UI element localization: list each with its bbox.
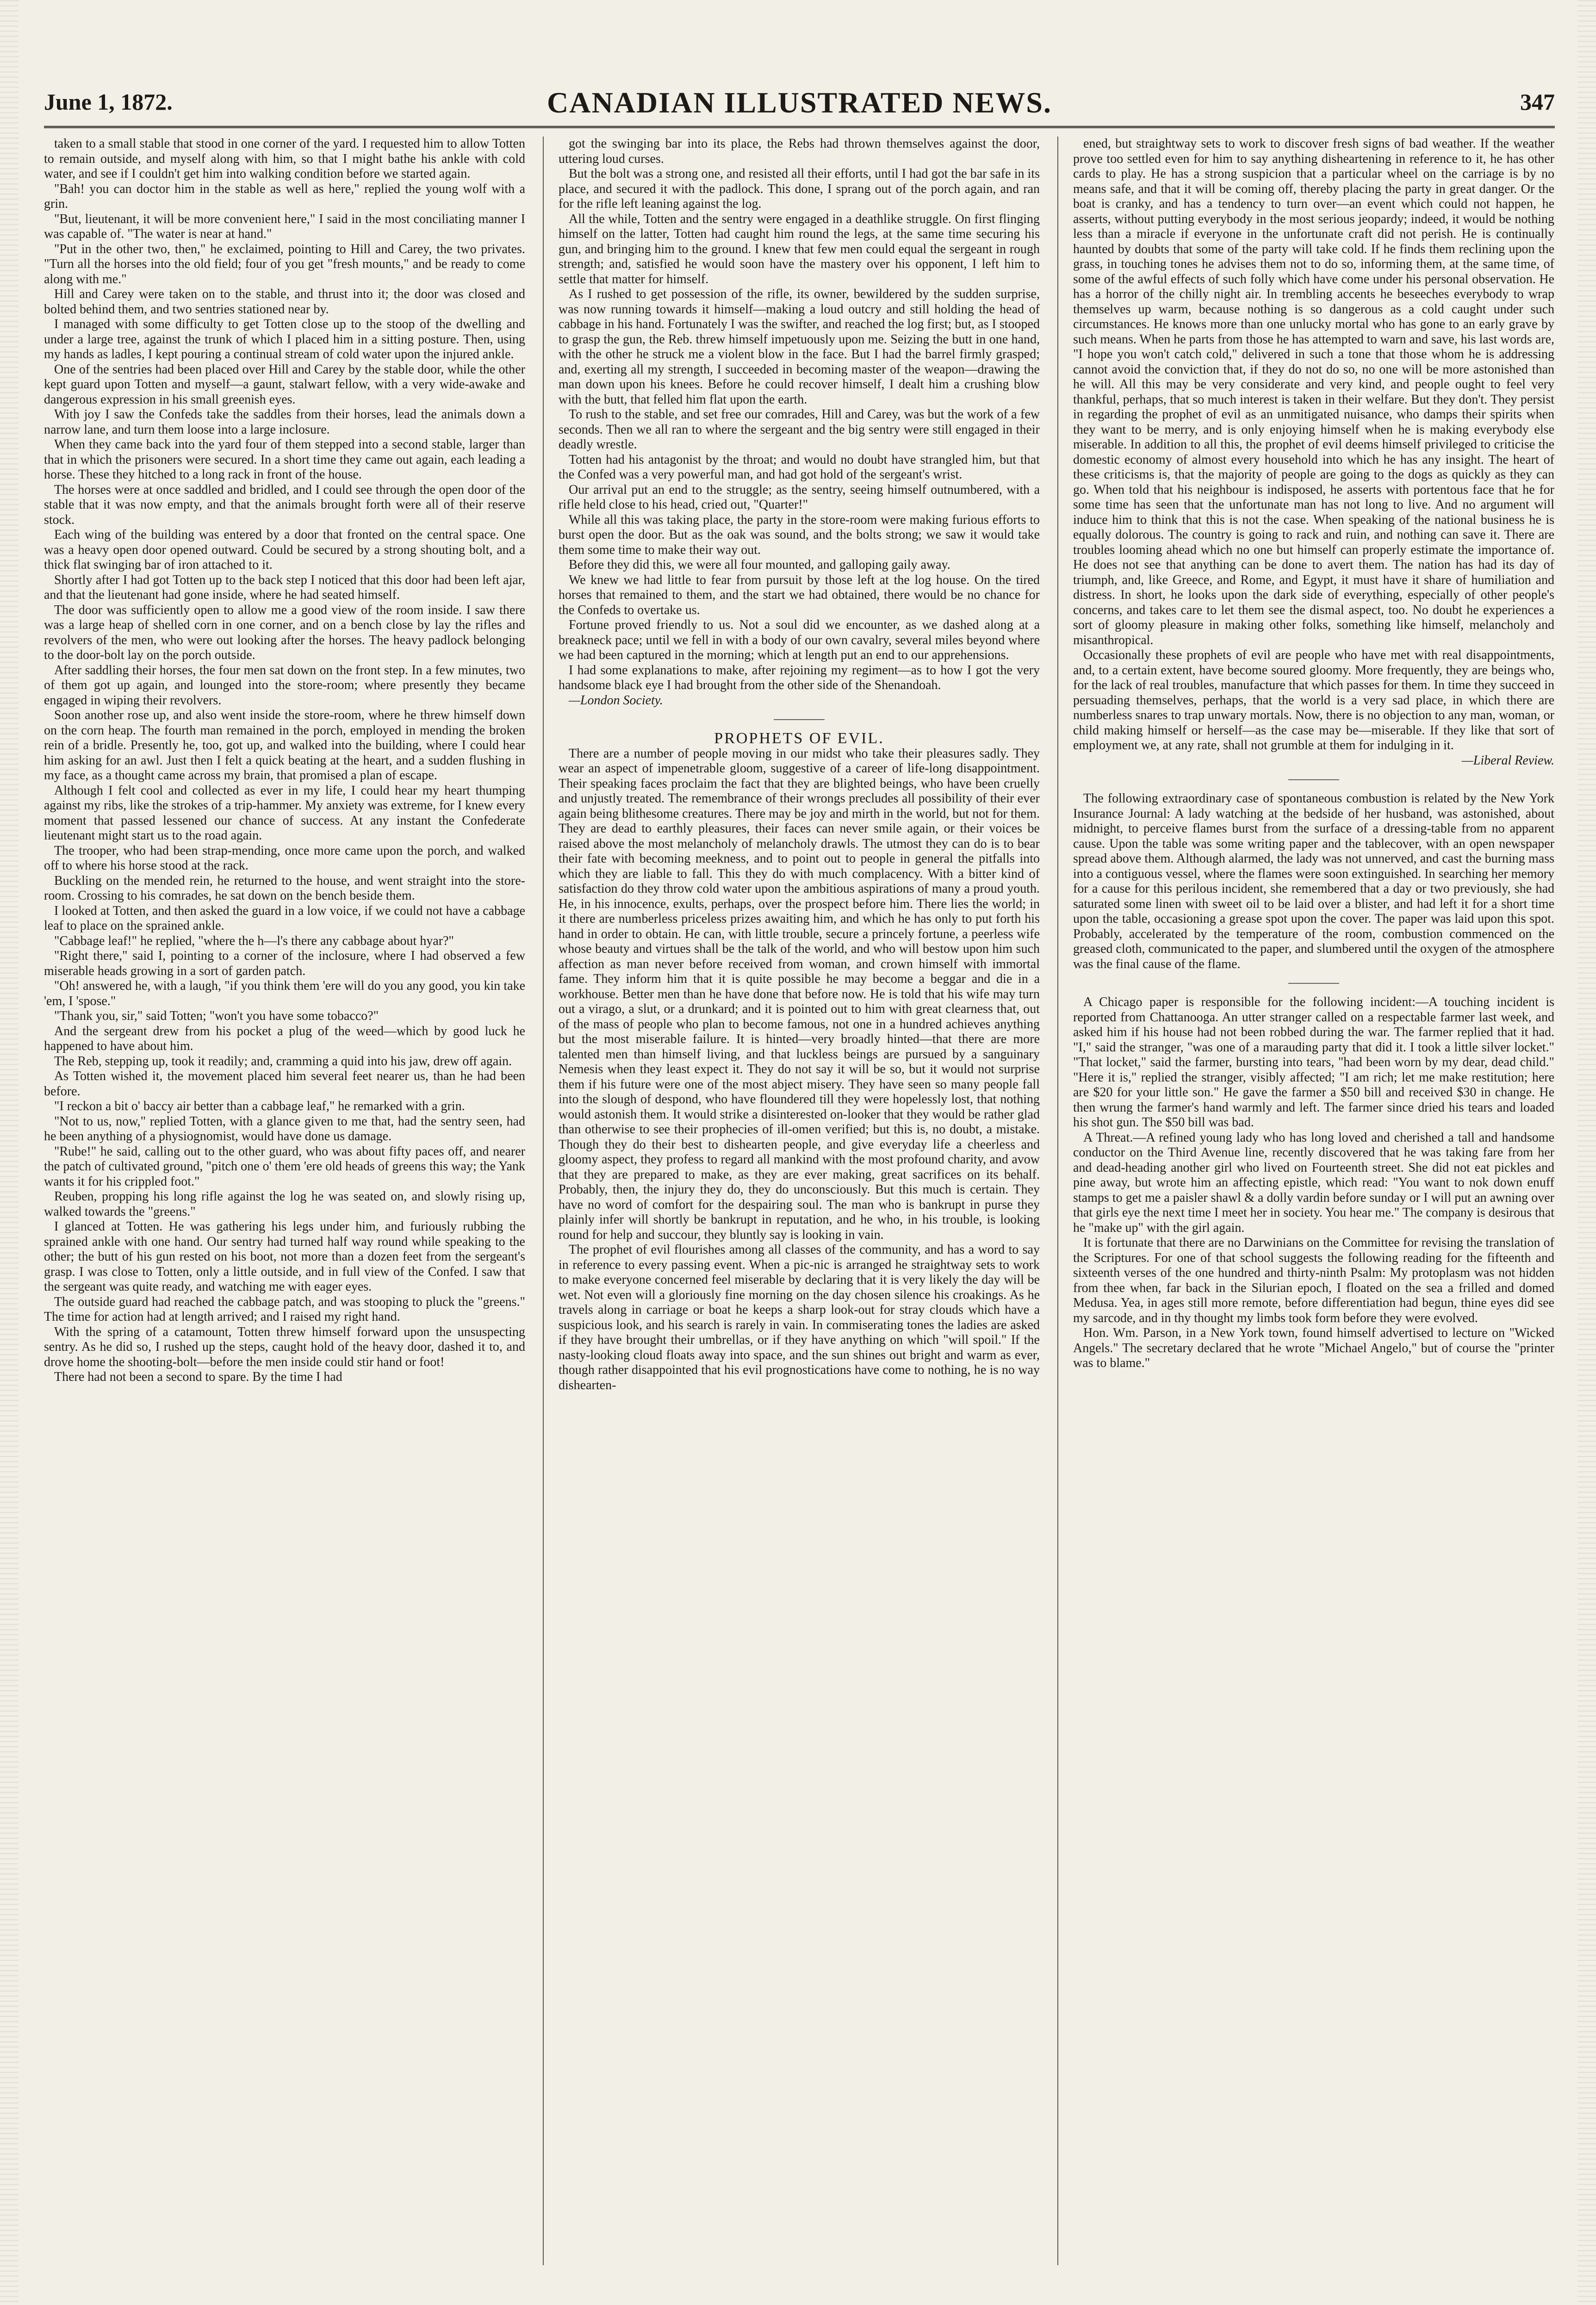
paragraph: got the swinging bar into its place, the Rebs had thrown themselves against the door, uttering loud curses. <box>559 137 1040 166</box>
paragraph: It is fortunate that there are no Darwinians on the Committee for revising the translation of the Scriptures. For one of that school suggests the following reading for the fifteenth and sixteenth verses of the one hundred and thirty-ninth Psalm: My protoplasm was not hidden from thee when, far back in the Silurian epoch, I floated on the sea a frilled and domed Medusa. Yea, in ages still more remote, before differentiation had begun, thine eyes did see my sarcode, and in thy thought my limbs took form before they were evolved. <box>1073 1236 1554 1325</box>
paragraph: Hill and Carey were taken on to the stable, and thrust into it; the door was closed and bolted behind them, and two sentries stationed near by. <box>44 287 525 317</box>
paragraph: The trooper, who had been strap-mending, once more came upon the porch, and walked off to where his horse stood at the rack. <box>44 843 525 873</box>
paragraph: "Put in the other two, then," he exclaimed, pointing to Hill and Carey, the two privates. "Turn all the horses into the old field; four of you get "fresh mounts," and be ready to come along with me." <box>44 242 525 286</box>
paragraph: But the bolt was a strong one, and resisted all their efforts, until I had got the bar safe in its place, and secured it with the padlock. This done, I sprang out of the porch again, and ran for the rifle left leaning against the log. <box>559 167 1040 211</box>
paragraph: When they came back into the yard four of them stepped into a second stable, larger than that in which the prisoners were secured. In a short time they came out again, each leading a horse. These they hitched to a long rack in front of the house. <box>44 437 525 482</box>
paragraph: While all this was taking place, the party in the store-room were making furious efforts to burst open the door. But as the oak was sound, and the bolts strong; we saw it would take them some time to make their way out. <box>559 512 1040 557</box>
paragraph: Soon another rose up, and also went inside the store-room, where he threw himself down on the corn heap. The fourth man remained in the porch, employed in mending the broken rein of a bridle. Presently he, too, got up, and walked into the building, where I could hear him asking for an awl. Just then I felt a quick beating at the heart, and a sudden flushing in my face, as a thought came across my brain, that promised a plan of escape. <box>44 708 525 783</box>
paragraph: We knew we had little to fear from pursuit by those left at the log house. On the tired horses that remained to them, and the start we had obtained, there would be no chance for the Confeds to overtake us. <box>559 572 1040 617</box>
paragraph: Each wing of the building was entered by a door that fronted on the central space. One was a heavy open door opened outward. Could be secured by a strong shouting bolt, and a thick flat swinging bar of iron attached to it. <box>44 528 525 572</box>
column-divider <box>1057 137 1058 2265</box>
paragraph: The door was sufficiently open to allow me a good view of the room inside. I saw there was a large heap of shelled corn in one corner, and on a bench close by lay the rifles and revolvers of the men, who were out looking after the horses. The heavy padlock belonging to the door-bolt lay on the porch outside. <box>44 603 525 662</box>
paragraph: I glanced at Totten. He was gathering his legs under him, and furiously rubbing the sprained ankle with one hand. Our sentry had turned half way round while speaking to the other; the butt of his gun rested on his boot, not more than a dozen feet from the sergeant's grasp. I was close to Totten, only a little outside, and in full view of the Confed. I saw that the sergeant was quite ready, and watching me with eager eyes. <box>44 1219 525 1294</box>
paragraph: "I reckon a bit o' baccy air better than a cabbage leaf," he remarked with a grin. <box>54 1099 465 1113</box>
paragraph: After saddling their horses, the four men sat down on the front step. In a few minutes, two of them got up again, and lounged into the store-room; where presently they became engaged in wiping their revolvers. <box>44 663 525 708</box>
article-source: —Liberal Review. <box>1461 753 1554 768</box>
paragraph: And the sergeant drew from his pocket a plug of the weed—which by good luck he happened to have about him. <box>44 1024 525 1053</box>
paragraph: "Thank you, sir," said Totten; "won't you have some tobacco?" <box>54 1009 379 1023</box>
paragraph: The following extraordinary case of spontaneous combustion is related by the New York Insurance Journal: A lady watching at the bedside of her husband, was astonished, about midnight, to perceive flames burst from the surface of a dressing-table from no apparent cause. Upon the table was some writing paper and the tablecover, with an open newspaper spread above them. Although alarmed, the lady was not unnerved, and cast the burning mass into a contiguous vessel, where the flames were soon extinguished. In searching her memory for a cause for this perilous incident, she remembered that a day or two previously, she had saturated some linen with sweet oil to be laid over a blister, and had left it for a short time upon the table, occasioning a grease spot upon the cover. The paper was laid upon this spot. Probably, accelerated by the temperature of the room, combustion commenced on the greased cloth, communicated to the paper, and slumbered until the oxygen of the atmosphere was the final cause of the flame. <box>1073 791 1554 971</box>
paragraph: There are a number of people moving in our midst who take their pleasures sadly. They wear an aspect of impenetrable gloom, suggestive of a career of life-long disappointment. Their speaking faces proclaim the fact that they are blighted beings, who have been cruelly and unjustly treated. The remembrance of their wrongs precludes all possibility of their ever again being blithesome creatures. There may be joy and mirth in the world, but not for them. They are dead to earthly pleasures, their faces can never smile again, or their voices be raised above the most melancholy of melancholy drawls. The utmost they can do is to bear their fate with becoming meekness, and to point out to people in general the pitfalls into which they are liable to fall. This they do with much complacency. With a bitter kind of satisfaction do they throw cold water upon the ambitious aspirations of many a proud youth. He, in his innocence, exults, perhaps, over the prospect before him. There lies the world; in it there are numberless priceless prizes awaiting him, and which he has only to put forth his hand in order to obtain. He can, with little trouble, secure a princely fortune, a peerless wife whose beauty and virtues shall be the talk of the world, and who will bestow upon him such affection as man never before received from woman, and crown himself with immortal fame. They inform him that it is quite possible he may become a beggar and die in a workhouse. Better men than he have done that before now. He is told that his wife may turn out a virago, a slut, or a drunkard; and it is pointed out to him with great clearness that, out of the mass of people who plan to become famous, not one in a hundred achieves anything but the most miserable failure. It is hinted—very broadly hinted—that there are more talented men than himself living, and that luckless beings are pursued by a sanguinary Nemesis when they least expect it. They do not say it will be so, but it would not surprise them if his future were one of the most abject misery. They have seen so many people fall into the slough of despond, who have floundered till they were hopelessly lost, that nothing would astonish them. It would strike a disinterested on-looker that they would be rather glad than otherwise to see their prophecies of ill-omen verified; but this is, no doubt, a mistake. Though they do their best to dishearten people, and give everyday life a cheerless and gloomy aspect, they profess to regard all mankind with the most profound charity, and avow that they are prepared to make, as they are ever making, great sacrifices on its behalf. Probably, then, the injury they do, they do unconsciously. But this much is certain. They have no word of comfort for the despairing soul. The man who is bankrupt in purse they plainly infer will shortly be bankrupt in reputation, and he who, in his trouble, is looking round for help and succour, they bluntly say is looking in vain. <box>559 746 1040 1242</box>
paper-edge-right <box>1577 0 1596 2305</box>
paragraph: I had some explanations to make, after rejoining my regiment—as to how I got the very handsome black eye I had brought from the other side of the Shenandoah. <box>559 663 1040 692</box>
page-number: 347 <box>1520 89 1555 115</box>
paragraph: As Totten wished it, the movement placed him several feet nearer us, than he had been before. <box>44 1069 525 1099</box>
paragraph: "Not to us, now," replied Totten, with a glance given to me that, had the sentry seen, had he been anything of a physiognomist, would have done us damage. <box>44 1114 525 1143</box>
column-3 <box>1073 137 1554 2284</box>
paragraph: "Bah! you can doctor him in the stable as well as here," replied the young wolf with a grin. <box>44 181 525 211</box>
paragraph: With joy I saw the Confeds take the saddles from their horses, lead the animals down a narrow lane, and turn them loose into a large inclosure. <box>44 407 525 437</box>
story-source: —London Society. <box>569 693 663 708</box>
paragraph: Totten had his antagonist by the throat; and would no doubt have strangled him, but that the Confed was a very powerful man, and had got hold of the sergeant's wrist. <box>559 452 1040 482</box>
column-2 <box>559 137 1040 2284</box>
paragraph: Buckling on the mended rein, he returned to the house, and went straight into the store-room. Crossing to his comrades, he sat down on the bench beside them. <box>44 873 525 903</box>
paragraph: taken to a small stable that stood in one corner of the yard. I requested him to allow Totten to remain outside, and myself along with him, so that I might bathe his ankle with cold water, and see if I couldn't get him into walking condition before we started again. <box>44 137 525 181</box>
paragraph: Shortly after I had got Totten up to the back step I noticed that this door had been left ajar, and that the lieutenant had gone inside, where he had seated himself. <box>44 572 525 602</box>
paragraph: Fortune proved friendly to us. Not a soul did we encounter, as we dashed along at a breakneck pace; until we fell in with a body of our own cavalry, several miles beyond where we had been captured in the morning; which at length put an end to our apprehensions. <box>559 618 1040 662</box>
article-separator <box>1288 983 1339 984</box>
paragraph: As I rushed to get possession of the rifle, its owner, bewildered by the sudden surprise, was now running towards it himself—making a loud outcry and still holding the head of cabbage in his hand. Fortunately I was the swifter, and reached the log first; but, as I stooped to grasp the gun, the Reb. threw himself impetuously upon me. Seizing the butt in one hand, with the other he struck me a violent blow in the face. But I had the barrel firmly grasped; and, exerting all my strength, I succeeded in becoming master of the weapon—drawing the man down upon his knees. Before he could recover himself, I dealt him a crushing blow with the butt, that felled him flat upon the earth. <box>559 287 1040 407</box>
paragraph: The Reb, stepping up, took it readily; and, cramming a quid into his jaw, drew off again. <box>54 1054 512 1069</box>
paragraph: Although I felt cool and collected as ever in my life, I could hear my heart thumping against my ribs, like the strokes of a trip-hammer. My anxiety was extreme, for I knew every moment that passed lessened our chance of success. At any instant the Confederate lieutenant might start us to the road again. <box>44 783 525 843</box>
paragraph: "Right there," said I, pointing to a corner of the inclosure, where I had observed a few miserable heads growing in a sort of garden patch. <box>44 949 525 978</box>
paragraph: The horses were at once saddled and bridled, and I could see through the open door of the stable that it was now empty, and that the animals brought forth were all of their reserve stock. <box>44 482 525 527</box>
column-1 <box>44 137 525 2284</box>
article-separator <box>1288 779 1339 780</box>
paragraph: A Threat.—A refined young lady who has long loved and cherished a tall and handsome conductor on the Third Avenue line, recently discovered that he was taking fare from her and dead-heading another girl who lived on Fourteenth street. She did not eat pickles and pine away, but wrote him an affecting epistle, which read: "You want to nok down enuff stamps to get me a paisler shawl & a dolly vardin before sunday or I will put an awning over that girls eye the next time I meet her in society. You hear me." The company is desirous that he "make up" with the girl again. <box>1073 1130 1554 1235</box>
paragraph: Before they did this, we were all four mounted, and galloping gaily away. <box>569 558 950 572</box>
newspaper-title: CANADIAN ILLUSTRATED NEWS. <box>547 86 1052 119</box>
paragraph: "Cabbage leaf!" he replied, "where the h—l's there any cabbage about hyar?" <box>54 933 454 948</box>
issue-date: June 1, 1872. <box>44 89 173 115</box>
paragraph: One of the sentries had been placed over Hill and Carey by the stable door, while the other kept guard upon Totten and myself—a gaunt, stalwart fellow, with a very wide-awake and dangerous expression in his small greenish eyes. <box>44 362 525 407</box>
paragraph: A Chicago paper is responsible for the following incident:—A touching incident is reported from Chattanooga. An utter stranger called on a respectable farmer last week, and asked him if his house had not been robbed during the war. The farmer replied that it had. "I," said the stranger, "was one of a marauding party that did it. I took a little silver locket." "That locket," said the farmer, bursting into tears, "had been worn by my dear, dead child." "Here it is," replied the stranger, visibly affected; "I am rich; let me make restitution; here are $20 for your little son." He gave the farmer a $50 bill and received $30 in change. He then wrung the farmer's hand warmly and left. The farmer since dried his tears and loaded his shot gun. The $50 bill was bad. <box>1073 995 1554 1130</box>
paragraph: All the while, Totten and the sentry were engaged in a deathlike struggle. On first flinging himself on the latter, Totten had caught him round the legs, at the same time securing his gun, and bringing him to the ground. I knew that few men could equal the sergeant in rough strength; and, satisfied he would soon have the mastery over his opponent, I left him to settle that matter for himself. <box>559 211 1040 286</box>
column-divider <box>543 137 544 2265</box>
paragraph: With the spring of a catamount, Totten threw himself forward upon the unsuspecting sentry. As he did so, I rushed up the steps, caught hold of the heavy door, dashed it to, and drove home the shooting-bolt—before the men inside could stir hand or foot! <box>44 1324 525 1369</box>
article-title: PROPHETS OF EVIL. <box>714 730 884 747</box>
paragraph: ened, but straightway sets to work to discover fresh signs of bad weather. If the weather prove too settled even for him to say anything disheartening in reference to it, he has other cards to play. He has a strong suspicion that a particular wheel on the carriage is by no means safe, and that it will be coming off, thereby placing the party in great danger. Or the boat is cranky, and has a tendency to turn over—an event which could not happen, he asserts, without putting everybody in the most serious jeopardy; indeed, it would be nothing less than a miracle if everyone in the unfortunate craft did not perish. He is continually haunted by doubts that some of the party will take cold. If he finds them reclining upon the grass, in touching tones he advises them not to do so, informing them, at the same time, of some of the awful effects of such folly which have come under his personal observation. He has a horror of the chilly night air. In trembling accents he beseeches everybody to wrap themselves up warm, because nothing is so dangerous as a cold caught under such circumstances. He knows more than one unlucky mortal who has gone to an early grave by such means. When he parts from those he has attempted to warn and save, his last words are, "I hope you won't catch cold," delivered in such a tone that those whom he is addressing cannot avoid the conviction that, if they do not do so, no one will be more astonished than he will. All this may be very considerate and very kind, and people ought to feel very thankful, perhaps, that so much interest is taken in their welfare. But they don't. They persist in regarding the prophet of evil as an unmitigated nuisance, who damps their spirits when they want to be merry, and is only enjoying himself when he is making everybody else miserable. In addition to all this, the prophet of evil deems himself privileged to criticise the domestic economy of almost every household into which he has any insight. The heart of these criticisms is, that the majority of people are going to the dogs as quickly as they can go. When told that his neighbour is indisposed, he asserts with portentous face that he for some time has seen that the unfortunate man has not long to live. And no argument will induce him to think that this is not the case. When speaking of the national business he is equally dolorous. The country is going to rack and ruin, and nothing can save it. There are troubles looming ahead which no one but himself can properly estimate the importance of. He does not see that anything can be done to avert them. The nation has had its day of triumph, and, like Greece, and Rome, and Egypt, it must have it share of humiliation and distress. In short, he looks upon the dark side of everything, especially of other people's concerns, and takes care to let them see the dismal aspect, too. No doubt he experiences a sort of gloomy pleasure in making other folks, something like himself, melancholy and misanthropical. <box>1073 137 1554 647</box>
paragraph: I managed with some difficulty to get Totten close up to the stoop of the dwelling and under a large tree, against the trunk of which I placed him in a sitting posture. Then, using my hands as ladles, I kept pouring a continual stream of cold water upon the injured ankle. <box>44 317 525 361</box>
masthead-rule <box>44 126 1555 128</box>
paragraph: There had not been a second to spare. By the time I had <box>54 1370 342 1384</box>
paragraph: The outside guard had reached the cabbage patch, and was stooping to pluck the "greens." The time for action had at length arrived; and I raised my right hand. <box>44 1294 525 1324</box>
paragraph: Occasionally these prophets of evil are people who have met with real disappointments, and, to a certain extent, have become soured gloomy. More frequently, they are beings who, for the lack of real troubles, manufacture that which passes for them. In time they succeed in persuading themselves, perhaps, that the world is a very sad place, in which there are numberless snares to trap unwary mortals. Now, there is no objection to any man, woman, or child making himself or herself—as the case may be—miserable. If they like that sort of employment we, at any rate, shall not grumble at them for indulging in it. <box>1073 648 1554 752</box>
paragraph: Reuben, propping his long rifle against the log he was seated on, and slowly rising up, walked towards the "greens." <box>44 1189 525 1219</box>
paragraph: "Rube!" he said, calling out to the other guard, who was about fifty paces off, and nearer the patch of cultivated ground, "pitch one o' them 'ere old heads of greens this way; the Yank wants it for his crippled foot." <box>44 1144 525 1189</box>
paper-edge-left <box>0 0 19 2305</box>
paragraph: Hon. Wm. Parson, in a New York town, found himself advertised to lecture on "Wicked Angels." The secretary declared that he wrote "Michael Angelo," but of course the "printer was to blame." <box>1073 1326 1554 1370</box>
paragraph: The prophet of evil flourishes among all classes of the community, and has a word to say in reference to every passing event. When a pic-nic is arranged he straightway sets to work to make everyone concerned feel miserable by declaring that it is very likely the day will be wet. Not even will a gloriously fine morning on the day chosen silence his croakings. As he travels along in carriage or boat he keeps a sharp look-out for stray clouds which have a suspicious look, and his search is rarely in vain. In commiserating tones the ladies are asked if they have brought their umbrellas, or if they have anything on which "will spoil." If the nasty-looking cloud floats away into space, and the sun shines out bright and warm as ever, though rather disappointed that his evil prognostications have come to nothing, he is no way dishearten- <box>559 1243 1040 1392</box>
article-separator <box>774 719 825 720</box>
paragraph: I looked at Totten, and then asked the guard in a low voice, if we could not have a cabbage leaf to place on the sprained ankle. <box>44 903 525 933</box>
paragraph: To rush to the stable, and set free our comrades, Hill and Carey, was but the work of a few seconds. Then we all ran to where the sergeant and the big sentry were still engaged in their deadly wrestle. <box>559 407 1040 452</box>
paragraph: "But, lieutenant, it will be more convenient here," I said in the most conciliating manner I was capable of. "The water is near at hand." <box>44 211 525 241</box>
paragraph: Our arrival put an end to the struggle; as the sentry, seeing himself outnumbered, with a rifle held close to his head, cried out, "Quarter!" <box>559 482 1040 512</box>
paragraph: "Oh! answered he, with a laugh, "if you think them 'ere will do you any good, you kin take 'em, I 'spose." <box>44 979 525 1008</box>
masthead <box>44 86 1555 123</box>
